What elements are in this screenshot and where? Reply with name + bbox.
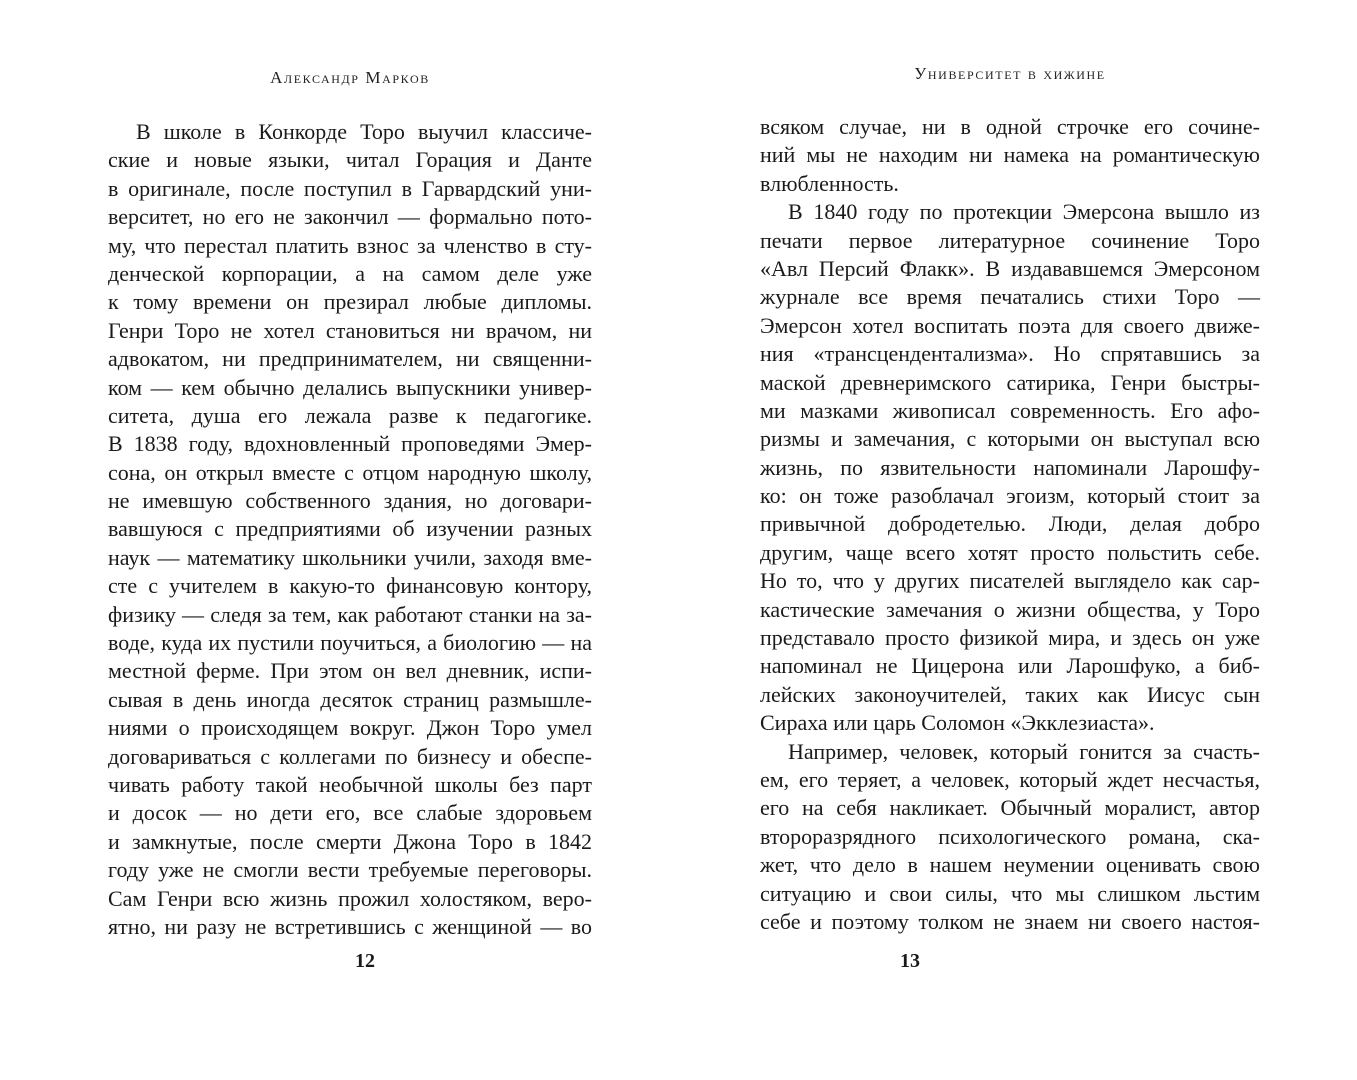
text-line: денческой корпорации, а на самом деле уже (108, 260, 592, 286)
text-line: журнале все время печатались стихи Торо — (760, 284, 1260, 310)
text-line: Эмерсон хотел воспитать поэта для своего движе- (760, 312, 1260, 338)
text-line: сона, он открыл вместе с отцом народную школу, (108, 459, 592, 485)
text-line: ские и новые языки, читал Горация и Данте (108, 147, 592, 173)
text-line: привычной добродетелью. Люди, делая добро (760, 511, 1260, 537)
text-line: себе и поэтому толком не знаем ни своего настоя- (760, 908, 1260, 934)
text-line: ситета, душа его лежала разве к педагогике. (108, 402, 592, 428)
text-line: всяком случае, ни в одной строчке его сочине- (760, 114, 1260, 139)
text-line: вавшуюся с предприятиями об изучении разных (108, 516, 592, 542)
text-line: влюбленность. (760, 170, 899, 196)
text-line: ния «трансцендентализма». Но спрятавшись за (760, 341, 1260, 367)
text-line: ний мы не находим ни намека на романтическую (760, 142, 1260, 168)
text-line: лейских законоучителей, таких как Иисус сын (760, 681, 1260, 707)
text-line: сывая в день иногда десяток страниц размышле- (108, 686, 592, 712)
text-line: представало просто физикой мира, и здесь он уже (760, 625, 1260, 651)
text-line: другим, чаще всего хотят просто польстить себе. (760, 539, 1260, 565)
running-head-title: Университет в хижине (914, 64, 1106, 83)
text-line: адвокатом, ни предпринимателем, ни священни- (108, 346, 592, 372)
text-line: воде, куда их пустили поучиться, а биологию — на (108, 630, 592, 656)
text-line: В 1840 году по протекции Эмерсона вышло из (788, 199, 1260, 225)
text-line: сте с учителем в какую-то финансовую контору, (108, 573, 592, 599)
text-line: Но то, что у других писателей выглядело как сар- (760, 568, 1260, 594)
text-line: ми мазками живописал современность. Его афо- (760, 397, 1260, 423)
text-line: и досок — но дети его, все слабые здоровьем (108, 800, 592, 826)
text-line: ем, его теряет, а человек, который ждет несчастья, (760, 766, 1260, 792)
text-line: печати первое литературное сочинение Торо (760, 227, 1260, 253)
text-line: Например, человек, который гонится за счасть- (788, 738, 1260, 764)
text-line: жет, что дело в нашем неумении оценивать свою (760, 852, 1260, 878)
text-line: напоминал не Цицерона или Ларошфуко, а биб- (760, 653, 1260, 679)
text-line: к тому времени он презирал любые дипломы. (108, 289, 592, 315)
text-line: В школе в Конкорде Торо выучил классиче- (136, 119, 592, 144)
text-line: чивать работу такой необычной школы без парт (108, 771, 592, 797)
running-head-author: Александр Марков (270, 68, 430, 87)
text-line: кастические замечания о жизни общества, у Торо (760, 596, 1260, 622)
text-line: Сираха или царь Соломон «Экклезиаста». (760, 710, 1155, 736)
text-line: «Авл Персий Флакк». В издававшемся Эмерсоном (760, 255, 1260, 281)
text-line: маской древнеримского сатирика, Генри быстры- (760, 369, 1260, 395)
text-line: местной ферме. При этом он вел дневник, испи- (108, 658, 592, 684)
text-line: году уже не смогли вести требуемые переговоры. (108, 857, 592, 883)
text-line: ятно, ни разу не встретившись с женщиной — во (108, 913, 592, 939)
text-line: ризмы и замечания, с которыми он выступал всю (760, 426, 1260, 452)
text-line: не имевшую собственного здания, но договари- (108, 488, 592, 514)
text-line: ком — кем обычно делались выпускники универ- (108, 374, 592, 400)
text-line: в оригинале, после поступил в Гарвардский уни- (108, 175, 592, 201)
text-line: наук — математику школьники учили, заходя вме- (108, 544, 592, 570)
page-number: 13 (900, 950, 920, 972)
text-line: Сам Генри всю жизнь прожил холостяком, веро- (108, 885, 592, 911)
text-line: его на себя накликает. Обычный моралист, автор (760, 795, 1260, 821)
text-line: физику — следя за тем, как работают станки на за- (108, 601, 592, 627)
text-line: ниями о происходящем вокруг. Джон Торо умел (108, 715, 592, 741)
right-page-body (760, 113, 1260, 936)
page-number: 12 (355, 950, 375, 972)
text-line: второразрядного психологического романа, ска- (760, 823, 1260, 849)
text-line: договариваться с коллегами по бизнесу и обеспе- (108, 743, 592, 769)
text-line: В 1838 году, вдохновленный проповедями Эмер- (108, 431, 592, 457)
text-line: ко: он тоже разоблачал эгоизм, который стоит за (760, 483, 1260, 509)
text-line: му, что перестал платить взнос за членство в сту- (108, 232, 592, 258)
text-line: жизнь, по язвительности напоминали Ларошфу- (760, 454, 1260, 480)
left-page-body (108, 118, 592, 941)
left-page (108, 0, 592, 1080)
text-line: Генри Торо не хотел становиться ни врачом, ни (108, 317, 592, 343)
text-line: верситет, но его не закончил — формально пото- (108, 204, 592, 230)
text-line: и замкнутые, после смерти Джона Торо в 1842 (108, 828, 592, 854)
text-line: ситуацию и свои силы, что мы слишком льстим (760, 880, 1260, 906)
right-page (760, 0, 1260, 1080)
